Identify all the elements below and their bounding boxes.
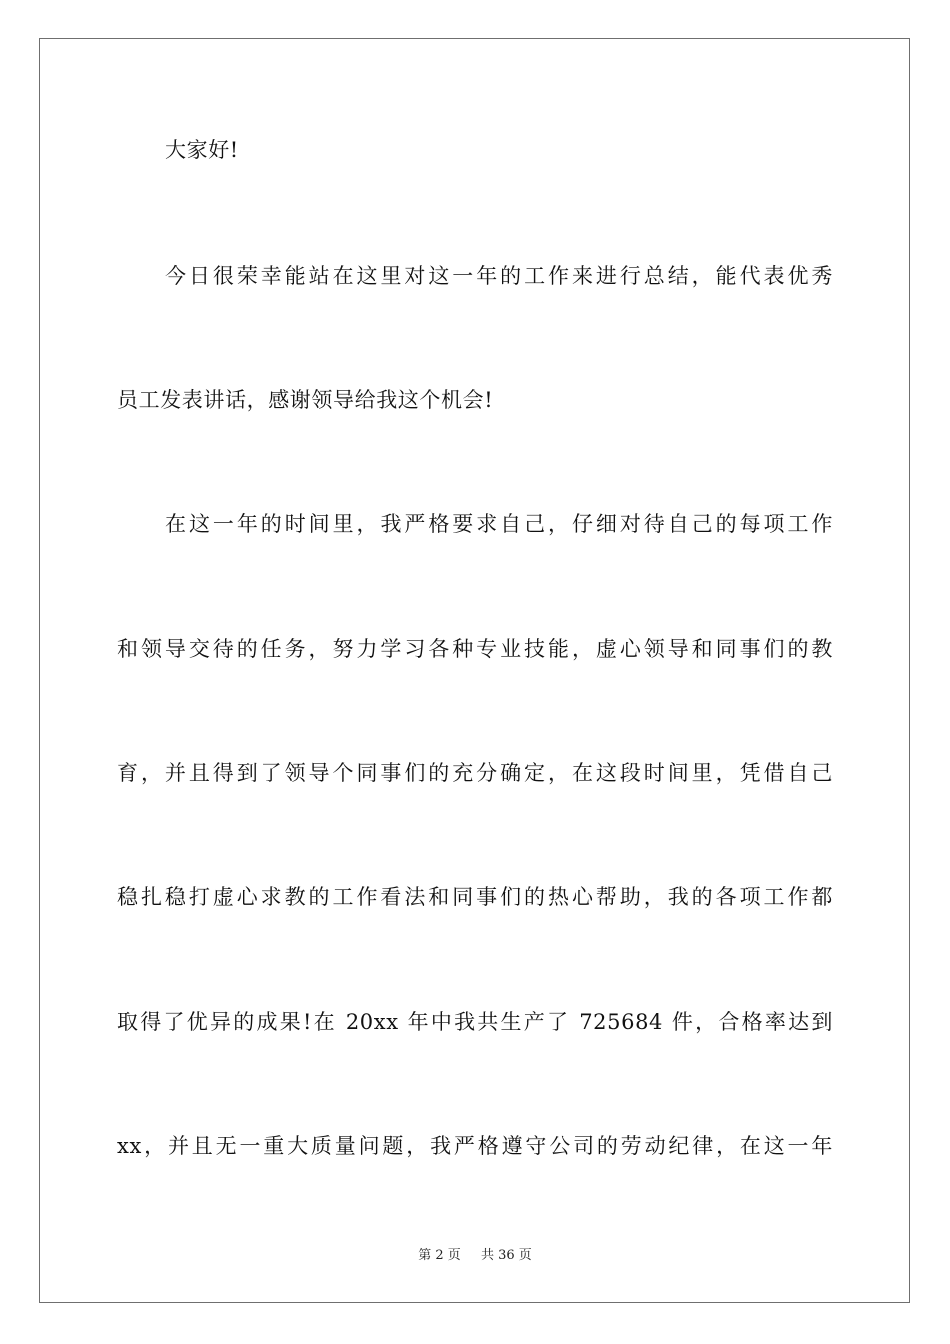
page-footer (0, 1247, 950, 1265)
page-total: 共 36 页 (480, 1248, 532, 1263)
paragraph-line-3: 在这一年的时间里，我严格要求自己，仔细对待自己的每项工作 (165, 512, 833, 536)
page-border (39, 38, 910, 1303)
paragraph-line-6: 稳扎稳打虚心求教的工作看法和同事们的热心帮助，我的各项工作都 (117, 885, 833, 909)
paragraph-line-4: 和领导交待的任务，努力学习各种专业技能，虚心领导和同事们的教 (117, 637, 833, 661)
page-number: 第 2 页 (418, 1248, 461, 1263)
paragraph-line-1: 今日很荣幸能站在这里对这一年的工作来进行总结，能代表优秀 (165, 264, 833, 288)
paragraph-line-2: 员工发表讲话，感谢领导给我这个机会! (117, 388, 494, 412)
paragraph-line-7: 取得了优异的成果!在 20xx 年中我共生产了 725684 件，合格率达到 (117, 1010, 833, 1034)
greeting-line: 大家好! (165, 138, 239, 162)
paragraph-line-5: 育，并且得到了领导个同事们的充分确定，在这段时间里，凭借自己 (117, 761, 833, 785)
paragraph-line-8: xx，并且无一重大质量问题，我严格遵守公司的劳动纪律，在这一年 (117, 1134, 833, 1158)
